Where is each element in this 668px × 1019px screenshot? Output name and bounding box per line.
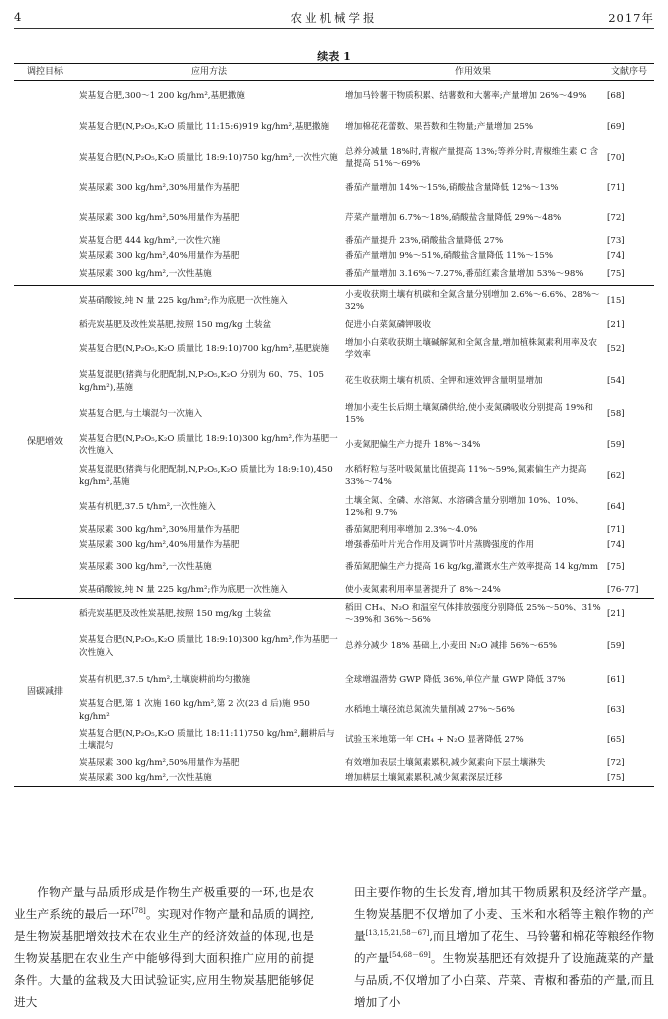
cell-ref: [71] [607,183,625,194]
cell-ref: [61] [607,674,625,685]
cell-effect: 试验玉米地第一年 CH₄ + N₂O 显著降低 27% [345,734,524,745]
cell-ref: [21] [607,609,625,619]
cell-method: 炭基有机肥,37.5 t/hm²,一次性施入 [79,501,216,512]
cell-effect: 增加小麦生长后期土壤氮磷供给,使小麦氮磷吸收分别提高 19%和 15% [345,402,594,425]
cell-method: 炭基硝酸铵,纯 N 量 225 kg/hm²;作为底肥一次性施入 [79,296,288,306]
cell-method: 炭基复合肥(N,P₂O₅,K₂O 质量比 18:9:10)300 kg/hm²,作为基肥一次性施入 [79,433,338,456]
cell-ref: [72] [607,757,625,768]
cell-effect: 番茄产量增加 9%～51%,硝酸盐含量降低 11%～15% [345,250,554,261]
cell-method: 炭基复合肥,第 1 次施 160 kg/hm²,第 2 次(23 d 后)施 950 kg/hm² [79,699,310,722]
cell-effect: 有效增加表层土壤氮素累积,减少氮素向下层土壤淋失 [345,757,546,768]
cell-ref: [73] [607,235,625,246]
cell-effect: 番茄产量增加 14%～15%,硝酸盐含量降低 12%～13% [345,183,559,194]
table-row [14,582,654,599]
cell-method: 炭基复混肥(猪粪与化肥配制,N,P₂O₅,K₂O 分别为 60、75、105 kg/hm²),基施 [79,370,324,393]
cell-effect: 番茄氮肥偏生产力提高 16 kg/kg,灌溉水生产效率提高 14 kg/mm [345,561,599,572]
cell-method: 炭基复合肥(N,P₂O₅,K₂O 质量比 18:11:11)750 kg/hm²,翻耕后与土壤混匀 [79,728,335,751]
cell-target: 固碳减排 [14,599,76,787]
table-row [14,234,654,249]
cell-ref: [74] [607,250,625,261]
table-row [14,725,654,756]
cell-method: 炭基尿素 300 kg/hm²,40%用量作为基肥 [79,250,240,261]
cell-effect: 番茄产量提升 23%,硝酸盐含量降低 27% [345,235,504,246]
cell-effect: 番茄产量增加 3.16%～7.27%,番茄红素含量增加 53%～98% [342,264,604,286]
table-row [14,492,654,523]
cell-method: 炭基尿素 300 kg/hm²,一次性基施 [76,771,342,787]
body-text: 。生物炭基肥还有效提升了设施蔬菜的产量与品质,不仅增加了小白菜、芹菜、青椒和番茄的产量,而且增加了小 [354,951,654,1009]
body-text: 田主要作物的生长发育,增加其干物质累积及经济学产量。生物炭基肥不仅增加了小麦、玉米和水稻等主粮作物的产量 [354,885,654,943]
cell-ref: [21] [607,319,625,330]
cell-method: 炭基复合肥 444 kg/hm²,一次性穴施 [79,235,221,246]
table-body [14,81,654,787]
page-number: 4 [14,10,22,24]
table-row [14,756,654,771]
citation: [78] [131,907,146,916]
table-row [14,143,654,174]
table-row [14,112,654,143]
cell-method: 稻壳炭基肥及改性炭基肥,按照 150 mg/kg 土装盆 [79,609,272,619]
column-header: 文献序号 [604,64,654,81]
table-row [14,771,654,787]
cell-effect: 水稻地土壤径流总氮流失量削减 27%～56% [345,705,515,716]
table-row [14,249,654,264]
cell-ref: [59] [607,439,625,450]
cell-effect: 小麦氮肥偏生产力提升 18%～34% [345,439,481,450]
cell-method: 炭基硝酸铵,纯 N 量 225 kg/hm²;作为底肥一次性施入 [76,582,342,599]
body-text: ,而且增加了花生、马铃薯和棉花等粮经作物的产量 [354,929,654,965]
cell-ref: [75] [607,561,625,572]
cell-ref: [64] [607,501,625,512]
cell-method: 炭基复合肥,300～1 200 kg/hm²,基肥撒施 [79,91,245,101]
cell-effect: 增加马铃薯干物质积累、结薯数和大薯率;产量增加 26%～49% [345,91,587,101]
body-column-left [14,881,314,1013]
body-text: 作物产量与品质形成是作物生产极重要的一环,也是农业生产系统的最后一环 [14,885,314,921]
table-row [14,204,654,234]
citation: [54,68－69] [389,951,431,960]
cell-effect: 增强番茄叶片光合作用及调节叶片蒸腾强度的作用 [345,539,535,550]
cell-method: 炭基复合肥,与土壤混匀一次施入 [79,408,203,419]
table-row [14,334,654,365]
cell-method: 炭基复合肥(N,P₂O₅,K₂O 质量比 18:9:10)750 kg/hm²,一次性穴施 [79,152,338,163]
cell-ref: [65] [607,734,625,745]
column-header: 调控目标 [14,64,76,81]
cell-method: 炭基复合肥(N,P₂O₅,K₂O 质量比 18:9:10)300 kg/hm²,作为基肥一次性施入 [79,635,338,658]
cell-effect: 番茄氮肥利用率增加 2.3%～4.0% [345,524,478,535]
table-row [14,174,654,204]
cell-method: 炭基尿素 300 kg/hm²,一次性基施 [76,264,342,286]
body-column-right [354,881,654,1013]
cell-effect: 总养分减量 18%时,青椒产量提高 13%;等养分时,青椒维生素 C 含量提高 51%～69% [345,146,599,169]
cell-effect: 水稻籽粒与茎叶吸氮量比值提高 11%～59%,氮素偏生产力提高 33%～74% [345,464,587,487]
journal-name: 农业机械学报 [290,11,378,25]
cell-ref: [71] [607,524,625,535]
cell-ref: [72] [607,213,625,224]
cell-effect: 花生收获期土壤有机质、全钾和速效钾含量明显增加 [345,376,543,387]
citation: [13,15,21,58－67] [365,929,430,938]
cell-target [14,81,76,286]
cell-ref: [75] [604,771,654,787]
table-row [14,697,654,725]
cell-ref: [70] [607,152,625,163]
cell-ref: [69] [607,121,625,132]
cell-method: 炭基尿素 300 kg/hm²,40%用量作为基肥 [79,539,240,550]
table-row [14,599,654,630]
cell-ref: [62] [607,470,625,481]
data-table [14,63,654,787]
cell-effect: 增加耕层土壤氮素累积,减少氮素深层迁移 [342,771,604,787]
cell-method: 炭基尿素 300 kg/hm²,30%用量作为基肥 [79,183,240,194]
cell-method: 炭基尿素 300 kg/hm²,一次性基施 [79,561,212,572]
cell-method: 炭基尿素 300 kg/hm²,50%用量作为基肥 [79,213,240,224]
cell-method: 炭基尿素 300 kg/hm²,50%用量作为基肥 [79,757,240,768]
table-row [14,553,654,582]
page-header [14,8,654,29]
cell-effect: 芹菜产量增加 6.7%～18%,硝酸盐含量降低 29%～48% [345,213,562,224]
cell-method: 稻壳炭基肥及改性炭基肥,按照 150 mg/kg 土装盆 [79,319,272,330]
cell-ref: [63] [607,705,625,716]
cell-method: 炭基尿素 300 kg/hm²,30%用量作为基肥 [79,524,240,535]
cell-method: 炭基复混肥(猪粪与化肥配制,N,P₂O₅,K₂O 质量比为 18:9:10),450 kg/hm²,基施 [79,464,333,487]
cell-ref: [68] [607,91,625,101]
cell-method: 炭基复合肥(N,P₂O₅,K₂O 质量比 11:15:6)919 kg/hm²,基肥撒施 [79,121,330,132]
body-text: 。实现对作物产量和品质的调控,是生物炭基肥增效技术在农业生产的经济效益的体现,也是生物炭基肥在农业生产中能够得到大面积推广应用的前提条件。大量的盆栽及大田试验证实,应用生物炭基肥能够促进大 [14,907,314,1009]
cell-method: 炭基复合肥(N,P₂O₅,K₂O 质量比 18:9:10)700 kg/hm²,基肥旋施 [79,343,330,354]
table-row [14,317,654,334]
cell-ref: [59] [607,641,625,652]
table-row [14,365,654,399]
cell-ref: [75] [604,264,654,286]
table-row [14,523,654,538]
cell-ref: [76-77] [604,582,654,599]
cell-effect: 土壤全氮、全磷、水溶氮、水溶磷含量分别增加 10%、10%、12%和 9.7% [345,495,584,518]
cell-method: 炭基有机肥,37.5 t/hm²,土壤旋耕前均匀撒施 [79,674,251,685]
column-header: 应用方法 [76,64,342,81]
cell-effect: 使小麦氮素利用率显著提升了 8%～24% [342,582,604,599]
cell-effect: 增加小白菜收获期土壤碱解氮和全氮含量,增加植株氮素利用率及农学效率 [345,337,597,360]
cell-target: 保肥增效 [14,286,76,599]
table-row [14,630,654,664]
cell-effect: 总养分减少 18% 基础上,小麦田 N₂O 减排 56%～65% [345,641,558,652]
cell-effect: 稻田 CH₄、N₂O 和温室气体排放强度分别降低 25%～50%、31%～39%和 36%～56% [345,602,601,626]
table-row [14,430,654,461]
table-row [14,264,654,286]
cell-effect: 全球增温潜势 GWP 降低 36%,单位产量 GWP 降低 37% [345,674,566,685]
cell-effect: 增加棉花花蕾数、果苔数和生物量;产量增加 25% [345,121,534,132]
table-row [14,664,654,697]
journal-year: 2017年 [608,11,654,25]
cell-ref: [15] [607,296,625,306]
table-row [14,461,654,492]
table-row [14,399,654,430]
cell-ref: [54] [607,376,625,387]
column-header: 作用效果 [342,64,604,81]
cell-ref: [52] [607,343,625,354]
table-row [14,538,654,553]
cell-effect: 小麦收获期土壤有机碳和全氮含量分别增加 2.6%～6.6%、28%～32% [345,289,600,313]
table-header-row [14,64,654,81]
table-title: 续表 1 [317,50,351,63]
cell-ref: [58] [607,408,625,419]
table-row [14,286,654,317]
cell-effect: 促进小白菜氮磷钾吸收 [345,319,431,330]
cell-ref: [74] [607,539,625,550]
table-row [14,81,654,112]
